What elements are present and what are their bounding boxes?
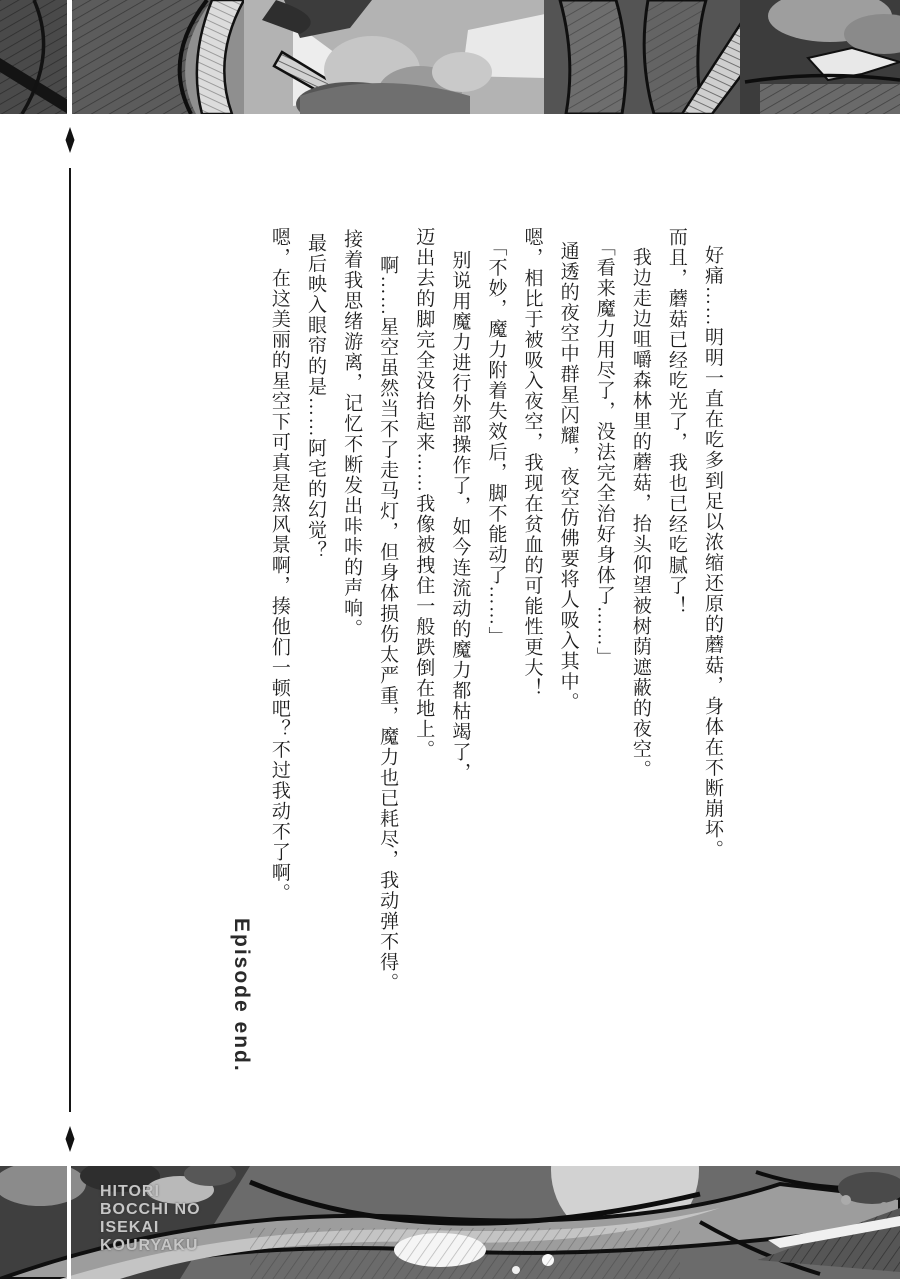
series-title (100, 1183, 201, 1255)
series-title-line: ISEKAI (100, 1219, 160, 1236)
margin-rule-line (69, 168, 71, 1112)
novel-paragraph: 「看来魔力用尽了，没法完全治好身体了……」 (593, 237, 615, 668)
novel-paragraph: 而且，蘑菇已经吃光了，我也已经吃腻了！ (665, 227, 687, 617)
novel-paragraph: 好痛……明明一直在吃多到足以浓缩还原的蘑菇，身体在不断崩坏。 (702, 245, 723, 860)
series-title-line: BOCCHI NO (100, 1201, 201, 1218)
novel-paragraph: 我边走边咀嚼森林里的蘑菇，抬头仰望被树荫遮蔽的夜空。 (629, 247, 651, 780)
novel-paragraph: 最后映入眼帘的是……阿宅的幻觉？ (304, 233, 326, 561)
novel-paragraph: 接着我思绪游离，记忆不断发出咔咔的声响。 (341, 229, 363, 639)
novel-paragraph: 嗯，相比于被吸入夜空，我现在贫血的可能性更大！ (521, 227, 543, 699)
top-artwork-illustration (0, 0, 900, 114)
diamond-marker-bottom-icon (63, 1126, 77, 1152)
episode-end-label: Episode end. (229, 918, 253, 1073)
novel-paragraph: 通透的夜空中群星闪耀，夜空仿佛要将人吸入其中。 (557, 241, 579, 713)
novel-paragraph: 嗯，在这美丽的星空下可真是煞风景啊，揍他们一顿吧？不过我动不了啊。 (268, 227, 290, 904)
series-title-line: HITORI (100, 1183, 160, 1200)
novel-paragraph: 别说用魔力进行外部操作了，如今连流动的魔力都枯竭了， (449, 250, 471, 783)
diamond-marker-top-icon (63, 127, 77, 153)
novel-text-block (221, 227, 730, 1089)
series-title-line: KOURYAKU (100, 1237, 199, 1254)
novel-paragraph: 迈出去的脚完全没抬起来……我像被拽住一般跌倒在地上。 (413, 227, 435, 760)
novel-paragraph: 啊……星空虽然当不了走马灯，但身体损伤太严重，魔力也已耗尽，我动弹不得。 (377, 255, 399, 993)
novel-paragraph: 「不妙，魔力附着失效后，脚不能动了……」 (485, 237, 507, 647)
